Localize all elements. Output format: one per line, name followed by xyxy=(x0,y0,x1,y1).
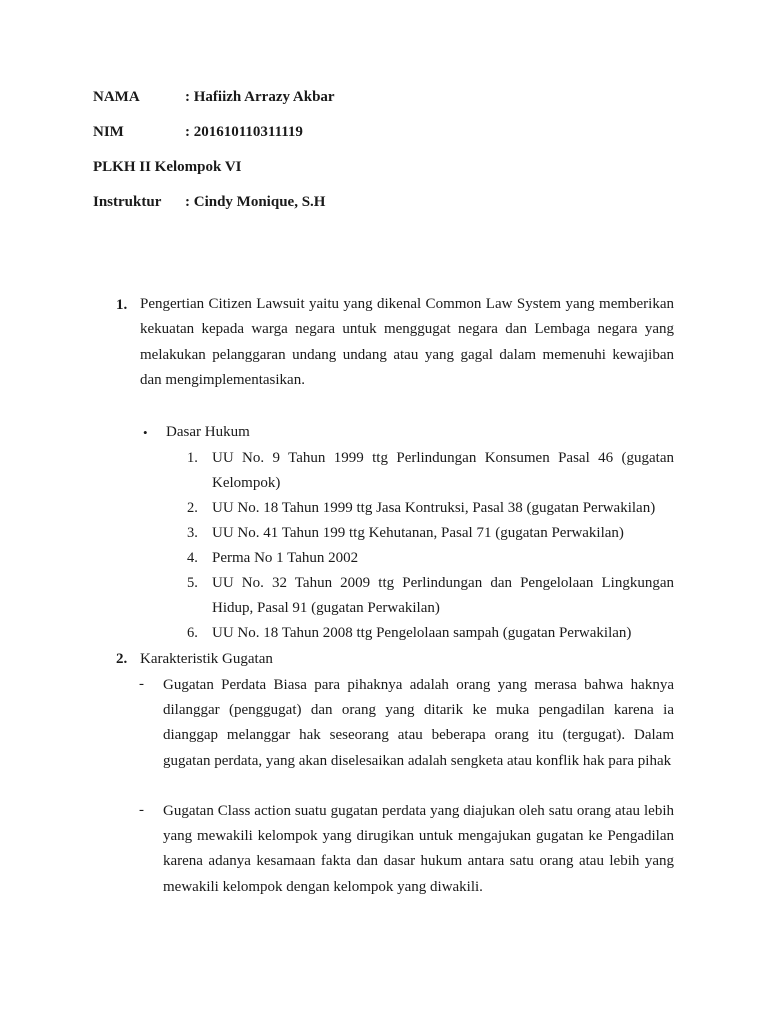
law-item: Perma No 1 Tahun 2002 xyxy=(212,550,359,566)
law-item: UU No. 32 Tahun 2009 ttg Perlindungan dan Pengelolaan Lingkungan Hidup, Pasal 91 (gugatan Perwakilan) xyxy=(212,575,674,616)
kelompok-row xyxy=(93,158,242,176)
law-item: UU No. 18 Tahun 2008 ttg Pengelolaan sampah (gugatan Perwakilan) xyxy=(212,625,632,641)
bullet-icon: • xyxy=(143,425,148,440)
law-item: UU No. 41 Tahun 199 ttg Kehutanan, Pasal 71 (gugatan Perwakilan) xyxy=(212,525,624,541)
law-number: 4. xyxy=(187,550,198,566)
nama-row xyxy=(93,88,335,106)
kelompok-text: PLKH II Kelompok VI xyxy=(93,159,242,175)
dash-marker: - xyxy=(139,676,144,692)
law-item: UU No. 18 Tahun 1999 ttg Jasa Kontruksi, Pasal 38 (gugatan Perwakilan) xyxy=(212,500,656,516)
law-number: 5. xyxy=(187,575,198,591)
nim-label: NIM xyxy=(93,124,124,140)
karakteristik-item: Gugatan Perdata Biasa para pihaknya adalah orang yang merasa bahwa haknya dilanggar (penggugat) dan orang yang ditarik ke muka pengadilan karena ia dianggap melanggar hak seseorang atau beberapa orang itu (tergugat). Dalam gugatan perdata, yang akan diselesaikan adalah sengketa atau konflik hak para pihak xyxy=(163,677,674,769)
instruktur-label: Instruktur xyxy=(93,194,162,210)
dasar-hukum-title: Dasar Hukum xyxy=(166,424,250,440)
instruktur-row xyxy=(93,193,325,211)
section-1-paragraph: Pengertian Citizen Lawsuit yaitu yang dikenal Common Law System yang memberikan kekuatan kepada warga negara untuk menggugat negara dan Lembaga negara yang melakukan pelanggaran undang undang atau yang gagal dalam memenuhi kewajiban dan mengimplementasikan. xyxy=(140,296,674,388)
law-number: 3. xyxy=(187,525,198,541)
nama-value: : Hafiizh Arrazy Akbar xyxy=(185,89,335,105)
law-number: 6. xyxy=(187,625,198,641)
karakteristik-item: Gugatan Class action suatu gugatan perdata yang diajukan oleh satu orang atau lebih yang mewakili kelompok yang dirugikan untuk mengajukan gugatan ke Pengadilan karena adanya kesamaan fakta dan dasar hukum antara satu orang atau lebih yang mewakili kelompok dengan kelompok yang diwakili. xyxy=(163,803,674,895)
section-1-number: 1. xyxy=(116,297,128,313)
nim-value: : 201610110311119 xyxy=(185,124,303,140)
instruktur-value: : Cindy Monique, S.H xyxy=(185,194,326,210)
law-number: 2. xyxy=(187,500,198,516)
law-number: 1. xyxy=(187,450,198,466)
dash-marker: - xyxy=(139,802,144,818)
section-2-number: 2. xyxy=(116,651,128,667)
nama-label: NAMA xyxy=(93,89,140,105)
section-2-title: Karakteristik Gugatan xyxy=(140,651,273,667)
nim-row xyxy=(93,123,303,141)
law-item: UU No. 9 Tahun 1999 ttg Perlindungan Konsumen Pasal 46 (gugatan Kelompok) xyxy=(212,450,674,491)
